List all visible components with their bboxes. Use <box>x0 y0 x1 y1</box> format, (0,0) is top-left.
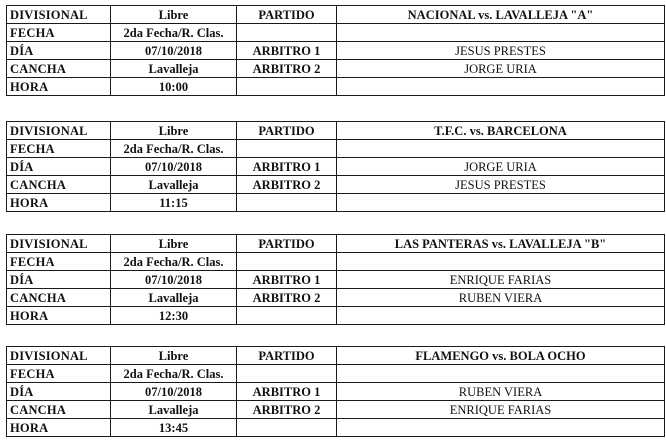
empty-cell <box>337 307 665 325</box>
arbitro2-label: ARBITRO 2 <box>237 401 337 419</box>
cancha-label: CANCHA <box>7 60 111 78</box>
table-row <box>7 42 665 60</box>
empty-cell <box>337 24 665 42</box>
hora-label: HORA <box>7 194 111 212</box>
empty-cell <box>237 24 337 42</box>
match-table <box>6 234 665 325</box>
divisional-value: Libre <box>111 235 237 253</box>
fecha-value: 2da Fecha/R. Clas. <box>111 24 237 42</box>
empty-cell <box>237 307 337 325</box>
cancha-value: Lavalleja <box>111 289 237 307</box>
dia-value: 07/10/2018 <box>111 383 237 401</box>
table-row <box>7 194 665 212</box>
table-row <box>7 383 665 401</box>
divisional-label: DIVISIONAL <box>7 235 111 253</box>
divisional-value: Libre <box>111 6 237 24</box>
arbitro2-value: RUBEN VIERA <box>337 289 665 307</box>
empty-cell <box>237 140 337 158</box>
partido-label: PARTIDO <box>237 347 337 365</box>
fecha-label: FECHA <box>7 365 111 383</box>
divisional-value: Libre <box>111 347 237 365</box>
divisional-value: Libre <box>111 122 237 140</box>
dia-label: DÍA <box>7 383 111 401</box>
divisional-label: DIVISIONAL <box>7 6 111 24</box>
fecha-value: 2da Fecha/R. Clas. <box>111 140 237 158</box>
hora-label: HORA <box>7 419 111 437</box>
arbitro1-label: ARBITRO 1 <box>237 158 337 176</box>
hora-value: 11:15 <box>111 194 237 212</box>
cancha-label: CANCHA <box>7 401 111 419</box>
dia-value: 07/10/2018 <box>111 158 237 176</box>
empty-cell <box>337 140 665 158</box>
table-row <box>7 78 665 96</box>
divisional-label: DIVISIONAL <box>7 122 111 140</box>
hora-value: 12:30 <box>111 307 237 325</box>
match-table <box>6 346 665 437</box>
empty-cell <box>237 253 337 271</box>
table-row <box>7 419 665 437</box>
hora-value: 10:00 <box>111 78 237 96</box>
table-row <box>7 60 665 78</box>
match-title: NACIONAL vs. LAVALLEJA "A" <box>337 6 665 24</box>
cancha-value: Lavalleja <box>111 176 237 194</box>
dia-value: 07/10/2018 <box>111 271 237 289</box>
fecha-value: 2da Fecha/R. Clas. <box>111 253 237 271</box>
dia-label: DÍA <box>7 42 111 60</box>
table-row <box>7 235 665 253</box>
hora-value: 13:45 <box>111 419 237 437</box>
arbitro2-value: JORGE URIA <box>337 60 665 78</box>
table-row <box>7 253 665 271</box>
cancha-value: Lavalleja <box>111 60 237 78</box>
empty-cell <box>337 194 665 212</box>
table-row <box>7 24 665 42</box>
table-row <box>7 307 665 325</box>
hora-label: HORA <box>7 78 111 96</box>
cancha-label: CANCHA <box>7 289 111 307</box>
arbitro1-value: JORGE URIA <box>337 158 665 176</box>
arbitro1-label: ARBITRO 1 <box>237 383 337 401</box>
arbitro2-label: ARBITRO 2 <box>237 176 337 194</box>
match-block-1 <box>6 5 664 96</box>
empty-cell <box>237 419 337 437</box>
empty-cell <box>337 253 665 271</box>
empty-cell <box>237 194 337 212</box>
match-table <box>6 5 665 96</box>
fecha-label: FECHA <box>7 24 111 42</box>
cancha-value: Lavalleja <box>111 401 237 419</box>
match-block-4 <box>6 346 664 437</box>
match-block-2 <box>6 121 664 212</box>
partido-label: PARTIDO <box>237 6 337 24</box>
fecha-label: FECHA <box>7 140 111 158</box>
arbitro1-label: ARBITRO 1 <box>237 271 337 289</box>
dia-label: DÍA <box>7 271 111 289</box>
arbitro1-value: ENRIQUE FARIAS <box>337 271 665 289</box>
table-row <box>7 176 665 194</box>
empty-cell <box>237 78 337 96</box>
fecha-value: 2da Fecha/R. Clas. <box>111 365 237 383</box>
arbitro2-label: ARBITRO 2 <box>237 289 337 307</box>
dia-value: 07/10/2018 <box>111 42 237 60</box>
match-table <box>6 121 665 212</box>
table-row <box>7 271 665 289</box>
fecha-label: FECHA <box>7 253 111 271</box>
empty-cell <box>337 419 665 437</box>
partido-label: PARTIDO <box>237 122 337 140</box>
match-title: FLAMENGO vs. BOLA OCHO <box>337 347 665 365</box>
table-row <box>7 347 665 365</box>
table-row <box>7 365 665 383</box>
partido-label: PARTIDO <box>237 235 337 253</box>
dia-label: DÍA <box>7 158 111 176</box>
arbitro1-value: JESUS PRESTES <box>337 42 665 60</box>
table-row <box>7 289 665 307</box>
arbitro1-label: ARBITRO 1 <box>237 42 337 60</box>
empty-cell <box>337 365 665 383</box>
table-row <box>7 122 665 140</box>
table-row <box>7 6 665 24</box>
match-title: T.F.C. vs. BARCELONA <box>337 122 665 140</box>
arbitro2-value: JESUS PRESTES <box>337 176 665 194</box>
table-row <box>7 401 665 419</box>
table-row <box>7 140 665 158</box>
hora-label: HORA <box>7 307 111 325</box>
arbitro2-value: ENRIQUE FARIAS <box>337 401 665 419</box>
match-title: LAS PANTERAS vs. LAVALLEJA "B" <box>337 235 665 253</box>
arbitro1-value: RUBEN VIERA <box>337 383 665 401</box>
empty-cell <box>337 78 665 96</box>
cancha-label: CANCHA <box>7 176 111 194</box>
arbitro2-label: ARBITRO 2 <box>237 60 337 78</box>
divisional-label: DIVISIONAL <box>7 347 111 365</box>
table-row <box>7 158 665 176</box>
match-block-3 <box>6 234 664 325</box>
empty-cell <box>237 365 337 383</box>
